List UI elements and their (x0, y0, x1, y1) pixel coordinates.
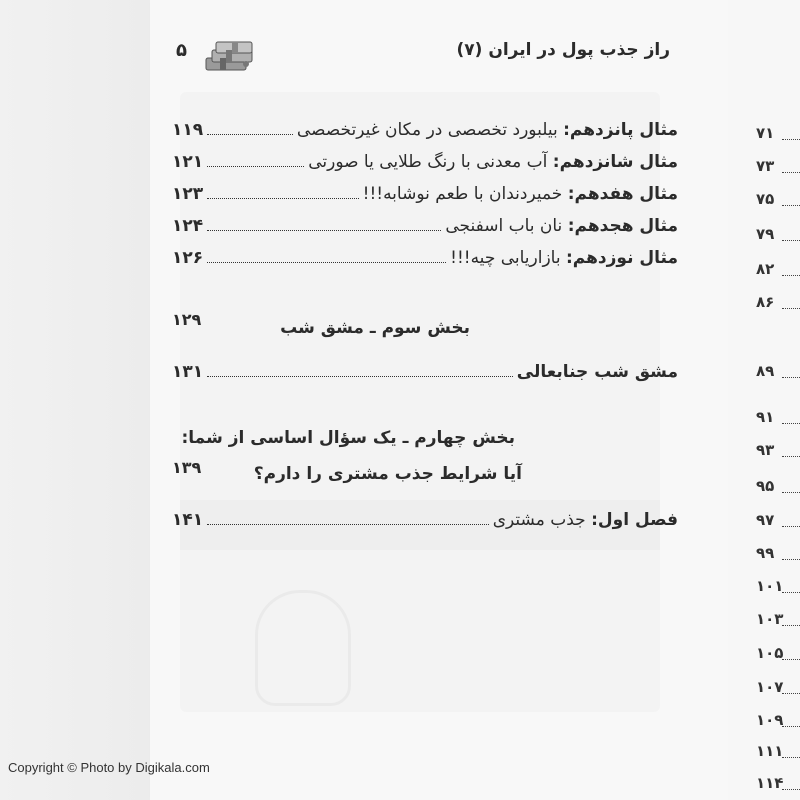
toc-page-number: ۱۲۳ (172, 184, 204, 204)
book-title: راز جذب پول در ایران (۷) (456, 40, 670, 60)
section4-title: بخش چهارم ـ یک سؤال اساسی از شما: (181, 428, 515, 448)
dot-leader (782, 789, 800, 790)
page-number: ۵ (176, 40, 187, 61)
dot-leader (207, 198, 358, 199)
dot-leader (207, 376, 513, 377)
dot-leader (782, 139, 800, 140)
next-page-number: ۹۷ (756, 511, 775, 529)
dot-leader (207, 134, 293, 135)
next-page-number: ۹۱ (756, 408, 775, 426)
dot-leader (782, 659, 800, 660)
dot-leader (782, 275, 800, 276)
dot-leader (782, 492, 800, 493)
next-page-number: ۱۰۵ (756, 644, 784, 662)
dot-leader (782, 423, 800, 424)
toc-label: مثال نوزدهم: بازاریابی چیه!!! (450, 248, 678, 268)
next-page-number: ۱۰۹ (756, 711, 784, 729)
dot-leader (782, 757, 800, 758)
next-page-number: ۷۹ (756, 225, 775, 243)
dot-leader (207, 166, 304, 167)
dot-leader (207, 524, 489, 525)
next-page-number: ۷۱ (756, 124, 775, 142)
toc-entry-homework (172, 360, 678, 384)
toc-label: مثال هجدهم: نان باب اسفنجی (445, 216, 678, 236)
dot-leader (782, 377, 800, 378)
dot-leader (782, 308, 800, 309)
next-page-number: ۷۵ (756, 190, 775, 208)
toc-page-number: ۱۱۹ (172, 120, 204, 140)
dot-leader (782, 172, 800, 173)
dot-leader (782, 559, 800, 560)
dot-leader (207, 262, 446, 263)
dot-leader (207, 230, 441, 231)
toc-page-number: ۱۲۶ (172, 248, 204, 268)
next-page-number: ۱۰۱ (756, 577, 784, 595)
dot-leader (782, 526, 800, 527)
toc-entry-chapter1 (172, 508, 678, 532)
next-page-number: ۹۳ (756, 441, 775, 459)
money-stack-icon (202, 36, 258, 74)
dot-leader (782, 205, 800, 206)
next-page-number: ۹۹ (756, 544, 775, 562)
left-background (0, 0, 150, 800)
section3-page-number: ۱۲۹ (172, 310, 202, 329)
dot-leader (782, 726, 800, 727)
next-page-number: ۱۰۳ (756, 610, 784, 628)
section3-title: بخش سوم ـ مشق شب (280, 318, 470, 338)
section4-question: آیا شرایط جذب مشتری را دارم؟ (253, 464, 522, 484)
next-page-number: ۱۱۱ (756, 742, 784, 760)
dot-leader (782, 693, 800, 694)
toc-entry-16 (172, 150, 678, 174)
toc-page-number: ۱۲۴ (172, 216, 204, 236)
dot-leader (782, 592, 800, 593)
toc-entry-19 (172, 246, 678, 270)
toc-label: مثال پانزدهم: بیلبورد تخصصی در مکان غیرتخصصی (296, 120, 678, 140)
toc-entry-15 (172, 118, 678, 142)
page-header (170, 32, 670, 82)
next-page-number: ۸۹ (756, 362, 775, 380)
toc-page-number: ۱۳۱ (172, 362, 204, 382)
toc-page-number: ۱۴۱ (172, 510, 204, 530)
next-page-number: ۸۲ (756, 260, 775, 278)
next-page-number: ۱۰۷ (756, 678, 784, 696)
toc-entry-17 (172, 182, 678, 206)
toc-entry-18 (172, 214, 678, 238)
next-page-number: ۷۳ (756, 157, 775, 175)
toc-label: مشق شب جنابعالی (516, 362, 678, 382)
toc-page-number: ۱۲۱ (172, 152, 204, 172)
toc-label: مثال هفدهم: خمیردندان با طعم نوشابه!!! (362, 184, 678, 204)
next-page-number: ۸۶ (756, 293, 775, 311)
dot-leader (782, 625, 800, 626)
next-page-number: ۹۵ (756, 477, 775, 495)
dot-leader (782, 456, 800, 457)
copyright-notice: Copyright © Photo by Digikala.com (8, 760, 210, 775)
toc-label: فصل اول: جذب مشتری (492, 510, 678, 530)
next-page-number: ۱۱۴ (756, 774, 784, 792)
dot-leader (782, 240, 800, 241)
section4-page-number: ۱۳۹ (172, 458, 202, 477)
show-through-logo (255, 590, 351, 706)
toc-label: مثال شانزدهم: آب معدنی با رنگ طلایی یا صورتی (308, 152, 678, 172)
